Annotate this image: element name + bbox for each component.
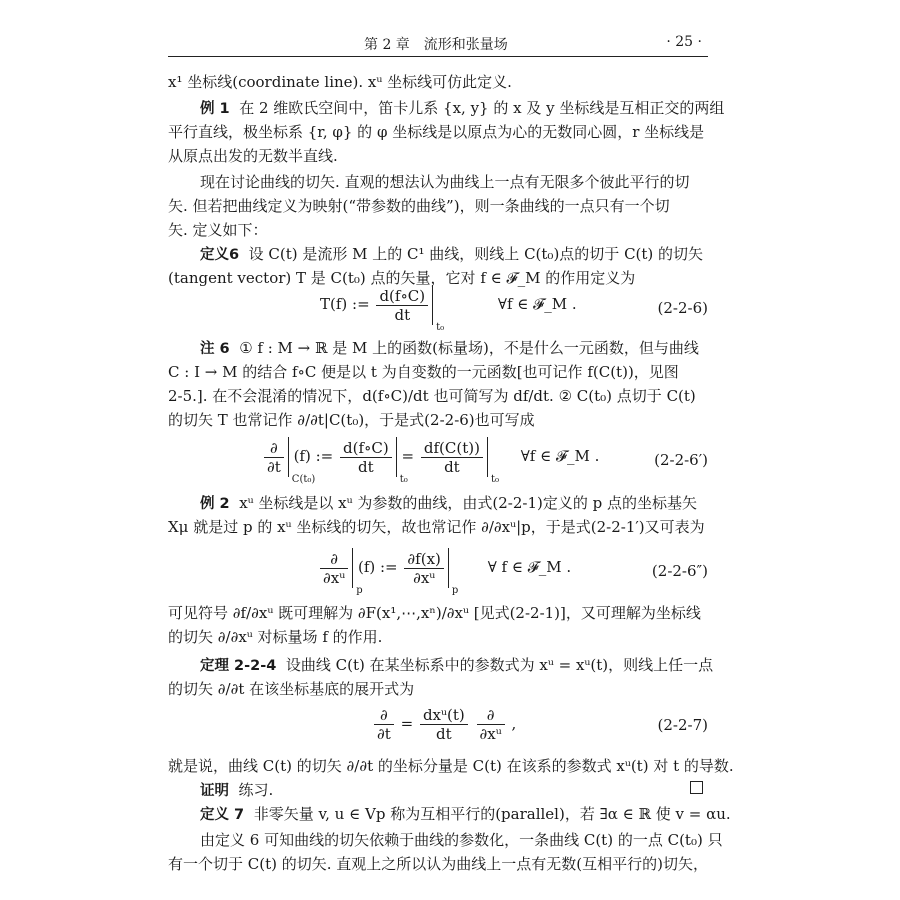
- eq-denominator: ∂t: [267, 457, 281, 476]
- eq-numerator: ∂: [374, 706, 394, 725]
- equation-number: (2-2-7): [657, 716, 708, 734]
- eq-denominator: ∂t: [377, 725, 391, 743]
- text-line: 就是说，曲线 C(t) 的切矢 ∂/∂t 的坐标分量是 C(t) 在该系的参数式 xᵘ(t) 对 t 的导数.: [168, 757, 734, 775]
- eq-operator: (f) :=: [293, 447, 334, 465]
- eq-fraction: [374, 706, 394, 743]
- eval-subscript: t₀: [436, 322, 445, 333]
- definition-6: [200, 245, 708, 264]
- eval-subscript: t₀: [490, 474, 499, 485]
- eval-bar: [288, 437, 316, 485]
- text-line: 现在讨论曲线的切矢. 直观的想法认为曲线上一点有无限多个彼此平行的切: [200, 173, 690, 191]
- eq-denominator: ∂xᵘ: [479, 725, 502, 743]
- text-line: 设曲线 C(t) 在某坐标系中的参数式为 xᵘ = xᵘ(t)，则线上任一点: [285, 656, 714, 674]
- definition-label: 定义 7: [200, 807, 245, 823]
- chapter-title: 第 2 章 流形和张量场: [364, 37, 508, 53]
- eval-bar: [448, 548, 459, 596]
- text-line: 的切矢 ∂/∂t 在该坐标基底的展开式为: [168, 680, 415, 698]
- eq-numerator: ∂: [320, 550, 348, 569]
- eval-subscript: p: [451, 585, 459, 596]
- text-line: xᵘ 坐标线是以 xᵘ 为参数的曲线，由式(2-2-1)定义的 p 点的坐标基矢: [239, 494, 697, 512]
- text-line: 在 2 维欧氏空间中，笛卡儿系 {x, y} 的 x 及 y 坐标线是互相正交的两组: [239, 99, 725, 117]
- eval-bar: [352, 548, 363, 596]
- example-label: 例 2: [200, 496, 230, 512]
- page-number: · 25 ·: [666, 34, 702, 50]
- text-line: 平行直线，极坐标系 {r, φ} 的 φ 坐标线是以原点为心的无数同心圆，r 坐标线是: [168, 123, 705, 141]
- note-6: [200, 339, 708, 358]
- text-line: 矢. 定义如下：: [168, 221, 268, 239]
- text-line: 可见符号 ∂f/∂xᵘ 既可理解为 ∂F(x¹,⋯,xⁿ)/∂xᵘ [见式(2-2-1)]，又可理解为坐标线: [168, 604, 701, 622]
- eq-fraction: [320, 550, 348, 587]
- eval-subscript: p: [356, 585, 363, 596]
- text-line: 从原点出发的无数半直线.: [168, 147, 338, 165]
- eq-fraction: [264, 439, 284, 476]
- proof-label: 证明: [200, 783, 229, 799]
- example-label: 例 1: [200, 101, 230, 117]
- eq-fraction: [340, 439, 392, 476]
- text-line: 非零矢量 v, u ∈ Vp 称为互相平行的(parallel)，若 ∃α ∈ ℝ 使 v = αu.: [253, 805, 731, 823]
- eval-bar: [396, 437, 408, 485]
- text-line: x¹ 坐标线(coordinate line). xᵘ 坐标线可仿此定义.: [168, 73, 512, 91]
- text-line: 2-5.]. 在不会混淆的情况下，d(f∘C)/dt 也可简写为 df/dt. ② C(t₀) 点切于 C(t): [168, 387, 696, 405]
- eq-fraction: [376, 287, 428, 324]
- eq-operator: (f) :=: [357, 558, 398, 576]
- text-line: Xμ 就是过 p 的 xᵘ 坐标线的切矢，故也常记作 ∂/∂xᵘ|p，于是式(2-2-1′)又可表为: [168, 518, 705, 536]
- equation-2-2-6-prime: $\frac{\partial}{\partial t}$ C(t₀) (f) := $\frac{d(f\circ C)}{dt}$ t₀ = $\frac{df(C(t))}{dt}$ t₀ ∀f ∈ 𝓕_M .: [262, 437, 599, 477]
- text-line: 有一个切于 C(t) 的切矢. 直观上之所以认为曲线上一点有无数(互相平行的)切矢，: [168, 855, 708, 873]
- text-line: (tangent vector) T 是 C(t₀) 点的矢量，它对 f ∈ 𝓕_M 的作用定义为: [168, 269, 636, 287]
- definition-label: 定义6: [200, 247, 240, 263]
- example-1: [200, 99, 725, 118]
- theorem-2-2-4: [200, 656, 714, 675]
- eq-numerator: dxᵘ(t): [420, 706, 468, 725]
- eq-numerator: d(f∘C): [376, 287, 428, 306]
- proof: [200, 781, 708, 800]
- equation-2-2-6-double-prime: [318, 548, 572, 596]
- text-line: 的切矢 ∂/∂xᵘ 对标量场 f 的作用.: [168, 628, 383, 646]
- running-header: [168, 30, 708, 57]
- text-line: 矢. 但若把曲线定义为映射(“带参数的曲线”)，则一条曲线的一点只有一个切: [168, 197, 670, 215]
- equation-number: (2-2-6′): [654, 451, 708, 469]
- eq-numerator: ∂: [477, 706, 505, 725]
- eq-fraction: [420, 706, 468, 743]
- qed-box: [690, 781, 703, 794]
- eval-subscript: t₀: [399, 474, 408, 485]
- equation-number: (2-2-6): [657, 299, 708, 317]
- eq-denominator: dt: [394, 305, 411, 324]
- definition-7: [200, 805, 731, 824]
- eq-operator: =: [400, 714, 414, 733]
- proof-text: 练习.: [238, 781, 274, 799]
- text-line: C : I → M 的结合 f∘C 便是以 t 为自变数的一元函数[也可记作 f(C(t))，见图: [168, 363, 679, 381]
- eq-denominator: dt: [444, 457, 460, 476]
- eq-denominator: ∂xᵘ: [323, 568, 346, 587]
- eq-denominator: dt: [436, 725, 452, 743]
- eval-subscript: C(t₀): [291, 474, 316, 485]
- eq-numerator: d(f∘C): [340, 439, 392, 458]
- eq-fraction: [421, 439, 483, 476]
- eq-rhs: ∀ f ∈ 𝓕_M .: [487, 558, 572, 576]
- eval-bar: [432, 285, 445, 333]
- text-line: 的切矢 T 也常记作 ∂/∂t|C(t₀)，于是式(2-2-6)也可写成: [168, 411, 535, 429]
- note-label: 注 6: [200, 341, 230, 357]
- eq-fraction: [477, 706, 505, 743]
- text-line: ① f : M → ℝ 是 M 上的函数(标量场)，不是什么一元函数，但与曲线: [239, 339, 699, 357]
- eq-numerator: df(C(t)): [421, 439, 483, 458]
- eq-denominator: dt: [358, 457, 374, 476]
- eq-rhs: ∀f ∈ 𝓕_M .: [520, 447, 600, 465]
- eq-numerator: ∂f(x): [404, 550, 443, 569]
- theorem-label: 定理 2-2-4: [200, 658, 277, 674]
- text-line: 由定义 6 可知曲线的切矢依赖于曲线的参数化，一条曲线 C(t) 的一点 C(t₀) 只: [200, 831, 723, 849]
- eq-lhs: T(f) :=: [320, 295, 370, 313]
- example-2: [200, 494, 708, 513]
- equation-2-2-7: [372, 706, 516, 743]
- eval-bar: [487, 437, 499, 485]
- eq-rhs: ,: [511, 714, 517, 733]
- eq-rhs: ∀f ∈ 𝓕_M .: [497, 295, 577, 313]
- equation-number: (2-2-6″): [651, 562, 708, 580]
- text-line: 设 C(t) 是流形 M 上的 C¹ 曲线，则线上 C(t₀)点的切于 C(t) 的切矢: [248, 245, 704, 263]
- eq-fraction: [404, 550, 443, 587]
- eq-denominator: ∂xᵘ: [413, 568, 436, 587]
- equation-2-2-6: [320, 285, 577, 333]
- eq-numerator: ∂: [264, 439, 284, 458]
